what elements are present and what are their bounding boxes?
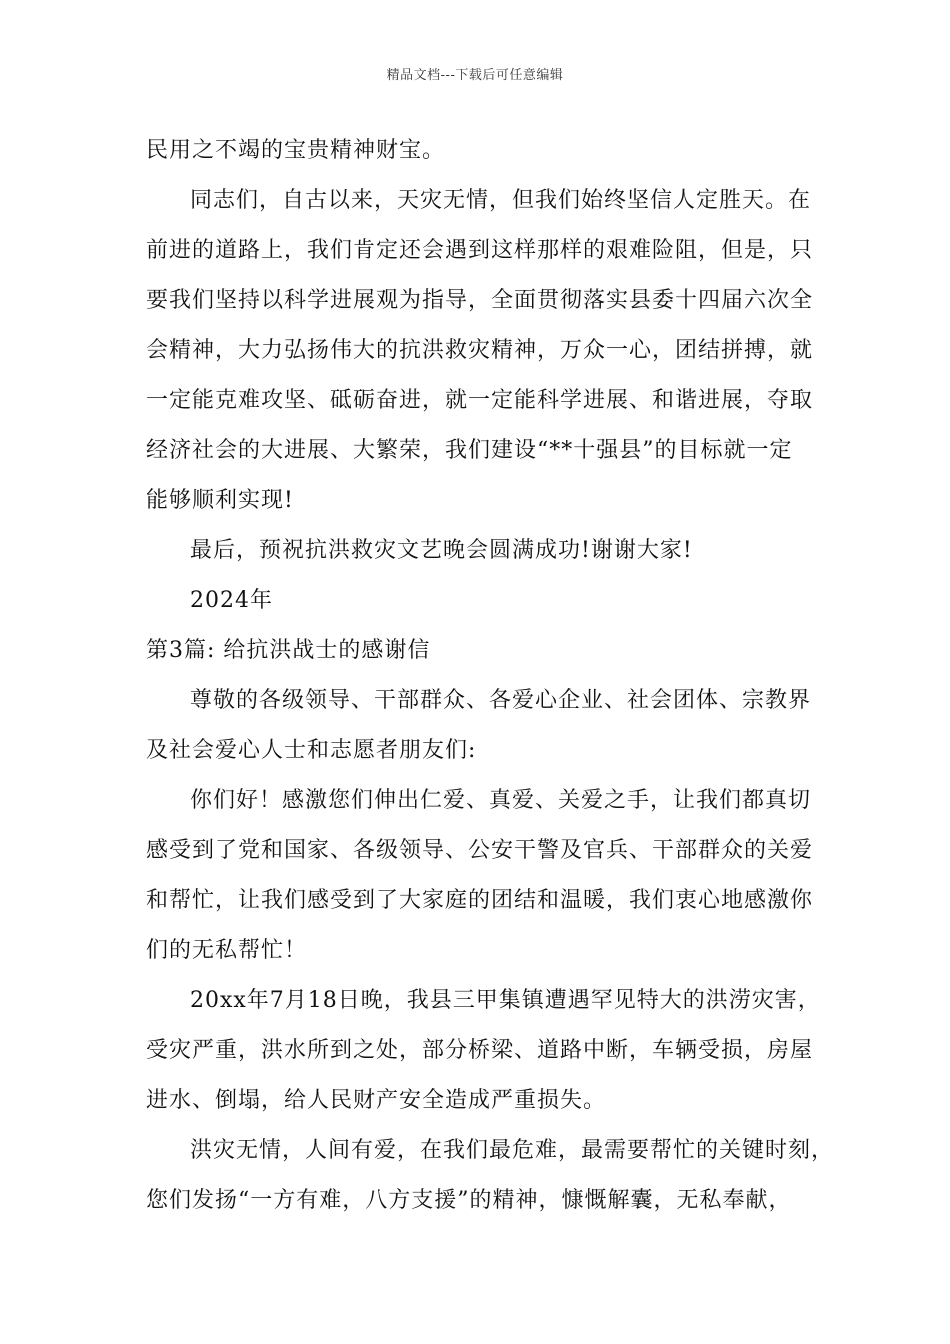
page-header: 精品文档---下载后可任意编辑 [386,68,564,83]
text-line: 及社会爱心人士和志愿者朋友们: [146,738,477,763]
text-line: 和帮忙，让我们感受到了大家庭的团结和温暖，我们衷心地感激你 [146,888,814,913]
text-line: 经济社会的大进展、大繁荣，我们建设“**十强县”的目标就一定 [146,438,793,463]
text-line: 20xx年7月18日晚，我县三甲集镇遭遇罕见特大的洪涝灾害， [190,988,821,1013]
text-line: 会精神，大力弘扬伟大的抗洪救灾精神，万众一心，团结拼搏，就 [146,338,814,363]
text-line: 前进的道路上，我们肯定还会遇到这样那样的艰难险阻，但是，只 [146,238,814,263]
text-line: 同志们，自古以来，天灾无情，但我们始终坚信人定胜天。在 [190,188,812,213]
text-line: 感受到了党和国家、各级领导、公安干警及官兵、干部群众的关爱 [146,838,814,863]
text-line: 们的无私帮忙！ [146,938,308,963]
text-line: 受灾严重，洪水所到之处，部分桥梁、道路中断，车辆受损，房屋 [146,1038,814,1063]
text-line: 一定能克难攻坚、砥砺奋进，就一定能科学进展、和谐进展，夺取 [146,388,814,413]
text-line: 最后，预祝抗洪救灾文艺晚会圆满成功!谢谢大家! [190,538,693,563]
text-line: 洪灾无情，人间有爱，在我们最危难，最需要帮忙的关键时刻， [190,1138,835,1163]
section-title: 第3篇: 给抗洪战士的感谢信 [146,638,431,663]
text-line: 要我们坚持以科学进展观为指导，全面贯彻落实县委十四届六次全 [146,288,814,313]
text-line: 民用之不竭的宝贵精神财宝。 [146,138,446,163]
text-line: 2024年 [190,588,273,613]
text-line: 你们好！感激您们伸出仁爱、真爱、关爱之手，让我们都真切 [190,788,812,813]
text-line: 进水、倒塌，给人民财产安全造成严重损失。 [146,1088,607,1113]
text-line: 您们发扬“一方有难，八方支援”的精神，慷慨解囊，无私奉献， [146,1188,792,1213]
text-line: 尊敬的各级领导、干部群众、各爱心企业、社会团体、宗教界 [190,688,812,713]
text-line: 能够顺利实现! [146,488,294,513]
